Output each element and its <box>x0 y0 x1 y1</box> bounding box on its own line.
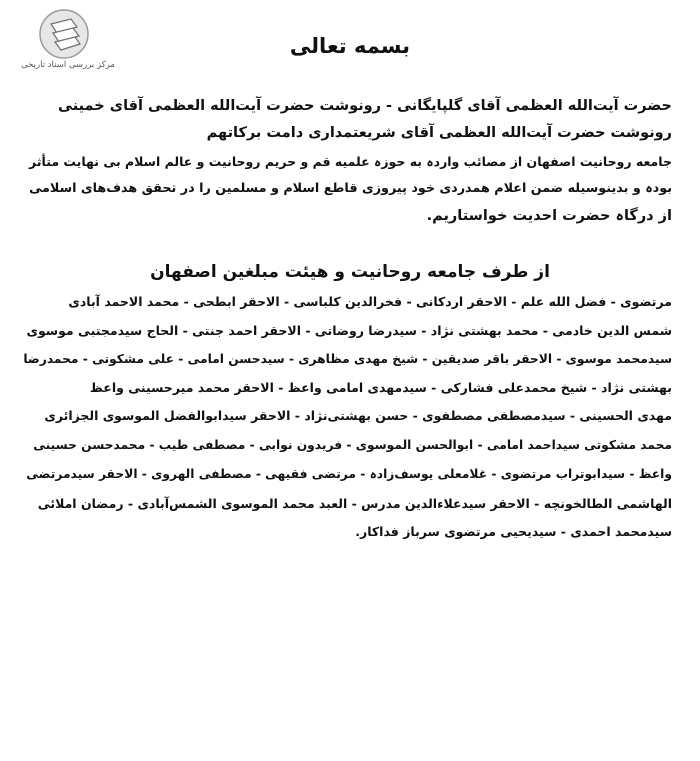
body-line: بودہ و بدینوسیله ضمن اعلام همدردی خود پیروزی قاطع اسلام و مسلمین را در تحقق هدف‌های اسلامی <box>29 181 672 196</box>
document-heading: بسمه تعالی <box>289 34 411 58</box>
signatories-heading: از طرف جامعه روحانیت و هیئت مبلغین اصفهان <box>150 262 550 282</box>
signatory-line: بهشتی نژاد - شیخ محمدعلی فشارکی - سیدمهدی امامی واعظ - الاحقر محمد میرحسینی واعظ <box>89 380 672 395</box>
body-line: از درگاہ حضرت احدیت خواستاریم. <box>426 208 672 224</box>
body-line: جامعه روحانیت اصفهان از مصائب واردہ به حوزہ علمیه قم و حریم روحانیت و عالم اسلام بی نهایت متأثر <box>29 154 672 169</box>
archive-logo-icon <box>38 8 90 60</box>
signatory-line: مرتضوی - فضل الله علم - الاحقر اردکانی - فخرالدین کلباسی - الاحقر ابطحی - محمد الاحمد آبادی <box>68 294 672 309</box>
signatory-line: واعظ - سیدابوتراب مرتضوی - غلامعلی یوسف‌زادہ - مرتضی فقیهی - مصطفی الهروی - الاحقر سیدمرتضی <box>26 467 672 481</box>
body-line: رونوشت حضرت آیت‌الله العظمی آقای شریعتمداری دامت برکاتهم <box>206 125 672 141</box>
signatory-line: مهدی الحسینی - سیدمصطفی مصطفوی - حسن بهشتی‌نژاد - الاحقر سیدابوالفضل الموسوی الجزائری <box>44 408 672 423</box>
signatory-line: الهاشمی الطالخونچه - الاحقر سیدعلاءالدین مدرس - العبد محمد الموسوی الشمس‌آبادی - رمضان املائی <box>37 496 672 511</box>
signatory-line: سیدمحمد موسوی - الاحقر باقر صدیقین - شیخ مهدی مظاهری - سیدحسن امامی - علی مشکوتی - محمدرضا <box>23 352 672 366</box>
signatory-line: سیدمحمد احمدی - سیدیحیی مرتضوی سرباز فداکار. <box>355 524 672 539</box>
signatory-line: شمس الدین خادمی - محمد بهشتی نژاد - سیدرضا روضاتی - الاحقر احمد جنتی - الحاج سیدمجتبی موسوی <box>26 323 672 338</box>
signatory-line: محمد مشکوتی سیداحمد امامی - ابوالحسن الموسوی - فریدون نوابی - مصطفی طیب - محمدحسن حسینی <box>33 438 672 452</box>
body-line: حضرت آیت‌الله العظمی آقای گلپایگانی - رونوشت حضرت آیت‌الله العظمی آقای خمینی <box>58 98 672 114</box>
archive-logo <box>8 8 128 78</box>
archive-logo-text: مرکز بررسی اسناد تاریخی <box>21 60 115 70</box>
